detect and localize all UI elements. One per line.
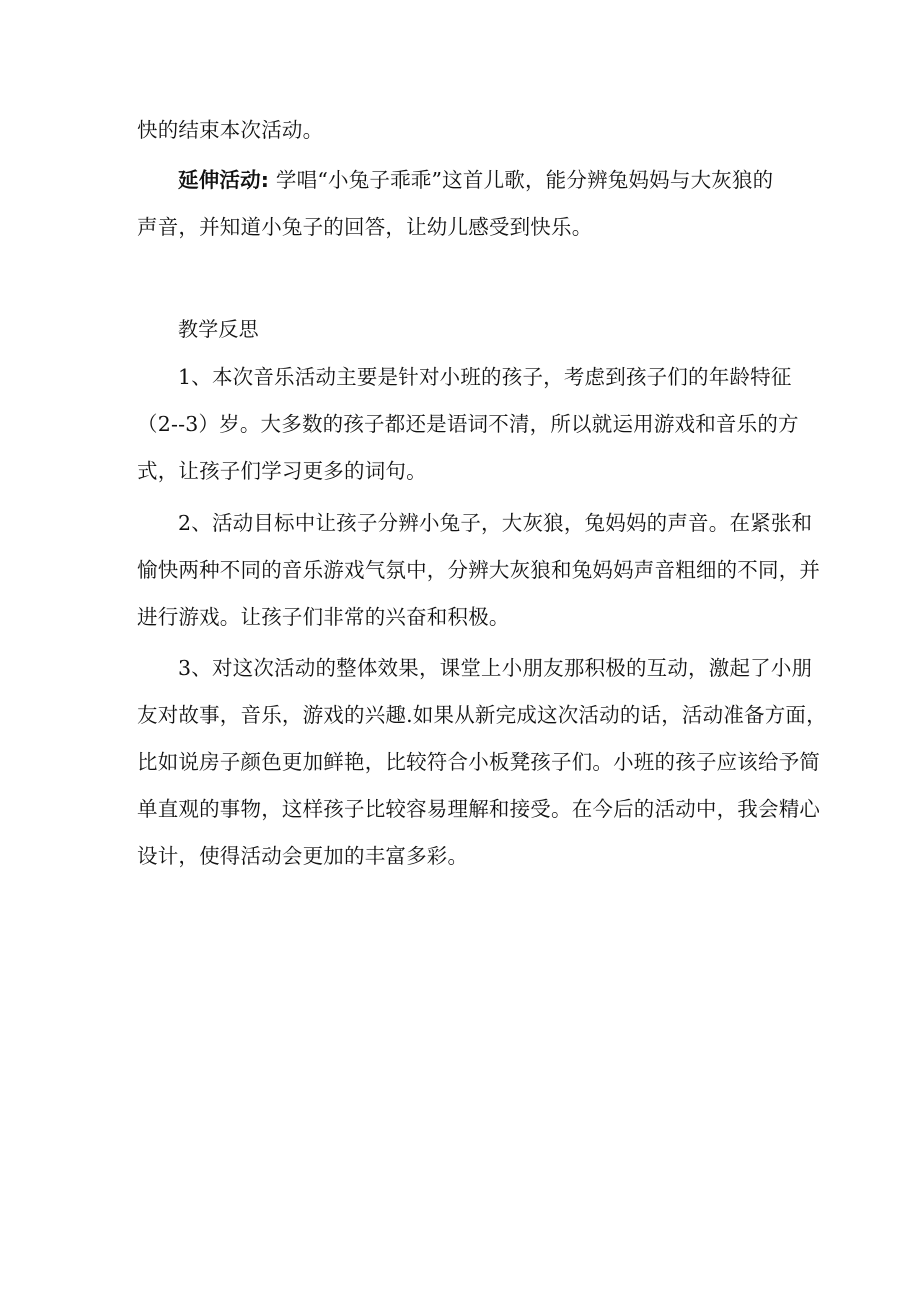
para1-line1: 1、本次音乐活动主要是针对小班的孩子，考虑到孩子们的年龄特征 [178, 365, 792, 389]
para3-line5: 设计，使得活动会更加的丰富多彩。 [137, 844, 469, 868]
extension-line-1 [178, 166, 773, 194]
para2-line3: 进行游戏。让孩子们非常的兴奋和积极。 [137, 605, 510, 629]
para2-line1: 2、活动目标中让孩子分辨小兔子，大灰狼，兔妈妈的声音。在紧张和 [178, 511, 813, 535]
extension-text-1: 学唱“小兔子乖乖”这首儿歌，能分辨兔妈妈与大灰狼的 [275, 168, 774, 192]
para1-line3: 式，让孩子们学习更多的词句。 [137, 459, 427, 483]
para1-line2: （2--3）岁。大多数的孩子都还是语词不清，所以就运用游戏和音乐的方 [137, 412, 799, 436]
para3-line1: 3、对这次活动的整体效果，课堂上小朋友那积极的互动，激起了小朋 [178, 656, 813, 680]
para3-line2: 友对故事，音乐，游戏的兴趣.如果从新完成这次活动的话，活动准备方面， [137, 703, 827, 727]
para2-line2: 愉快两种不同的音乐游戏气氛中，分辨大灰狼和兔妈妈声音粗细的不同，并 [137, 558, 821, 582]
intro-tail-line: 快的结束本次活动。 [137, 118, 324, 142]
reflection-title: 教学反思 [178, 317, 259, 341]
para3-line4: 单直观的事物，这样孩子比较容易理解和接受。在今后的活动中，我会精心 [137, 797, 821, 821]
extension-line-2: 声音，并知道小兔子的回答，让幼儿感受到快乐。 [137, 215, 593, 239]
extension-label: 延伸活动: [178, 168, 270, 192]
para3-line3: 比如说房子颜色更加鲜艳，比较符合小板凳孩子们。小班的孩子应该给予简 [137, 750, 821, 774]
